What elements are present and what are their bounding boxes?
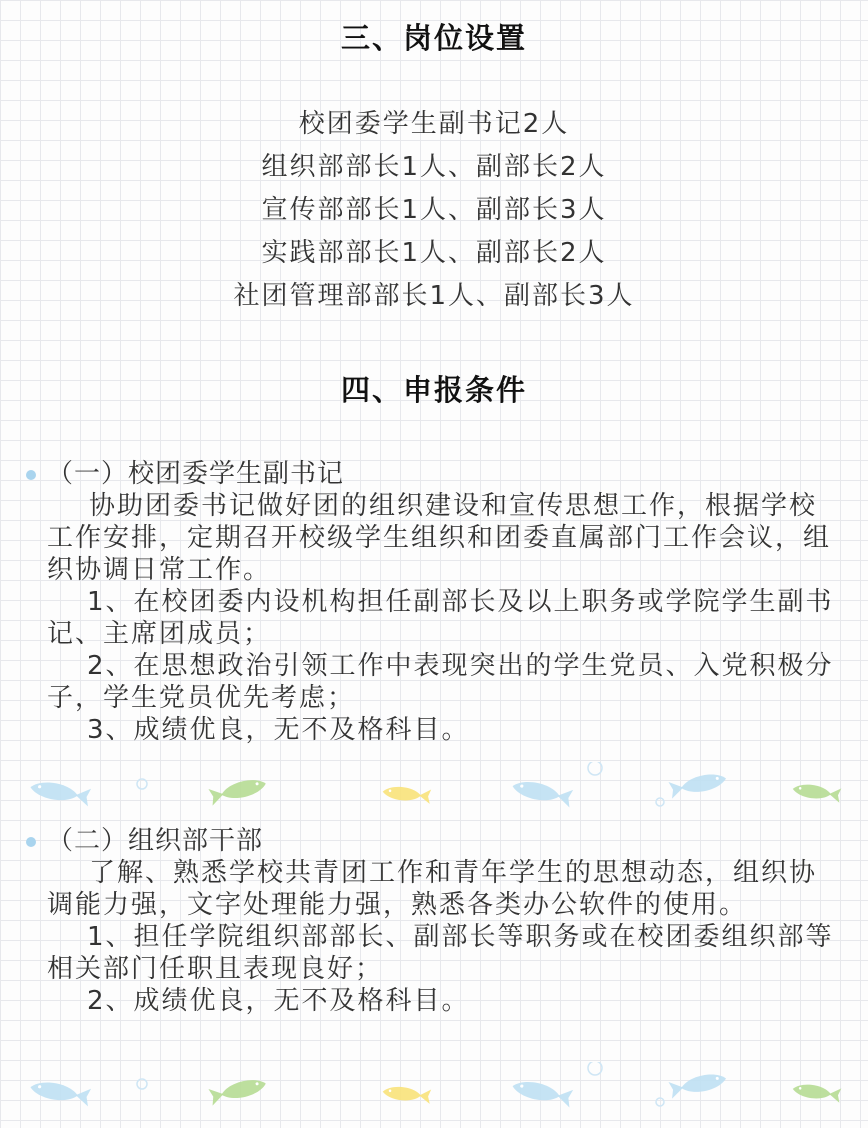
position-line: 社团管理部部长1人、副部长3人 xyxy=(233,281,635,311)
fish-icon xyxy=(208,775,267,805)
subsection-organization-dept xyxy=(47,825,837,1017)
fish-icon xyxy=(511,1077,573,1107)
fish-icon xyxy=(208,1075,267,1105)
bubble-icon xyxy=(656,798,664,806)
fish-icon xyxy=(382,1084,431,1103)
requirement-item: 1、在校团委内设机构担任副部长及以上职务或学院学生副书记、主席团成员； xyxy=(47,587,834,649)
fish-icon xyxy=(668,1070,727,1099)
bullet-dot-icon xyxy=(26,470,36,480)
position-line: 组织部部长1人、副部长2人 xyxy=(261,152,607,182)
fish-icon xyxy=(29,778,91,806)
fish-icon xyxy=(792,782,842,803)
subsection-title xyxy=(47,825,837,857)
subsection-title xyxy=(47,458,837,490)
fish-icon xyxy=(511,777,573,807)
requirement-item: 2、成绩优良，无不及格科目。 xyxy=(87,986,470,1016)
position-line: 实践部部长1人、副部长2人 xyxy=(261,238,607,268)
position-line: 校团委学生副书记2人 xyxy=(298,109,570,139)
positions-list xyxy=(0,103,868,318)
requirement-item: 3、成绩优良，无不及格科目。 xyxy=(87,715,470,745)
fish-decoration-icon xyxy=(0,1062,868,1122)
bubble-icon xyxy=(588,762,602,775)
fish-icon xyxy=(792,1082,842,1103)
bubble-icon xyxy=(588,1062,602,1075)
requirement-item: 2、在思想政治引领工作中表现突出的学生党员、入党积极分子，学生党员优先考虑； xyxy=(47,651,834,713)
fish-icon xyxy=(29,1078,91,1106)
subsection-deputy-secretary xyxy=(47,458,837,746)
bubble-icon xyxy=(137,779,147,789)
bubble-icon xyxy=(137,1079,147,1089)
description: 了解、熟悉学校共青团工作和青年学生的思想动态，组织协调能力强，文字处理能力强，熟悉各类办公软件的使用。 xyxy=(47,858,818,920)
fish-decoration-icon xyxy=(0,762,868,822)
bullet-dot-icon xyxy=(26,837,36,847)
bubble-icon xyxy=(656,1098,664,1106)
section-3-title: 三、岗位设置 xyxy=(340,21,527,55)
fish-icon xyxy=(382,784,431,803)
fish-decoration xyxy=(0,762,868,822)
fish-decoration xyxy=(0,1062,868,1122)
requirement-item: 1、担任学院组织部部长、副部长等职务或在校团委组织部等相关部门任职且表现良好； xyxy=(47,922,834,984)
section-4-title: 四、申报条件 xyxy=(340,373,527,407)
subsection-title-text: （二）组织部干部 xyxy=(47,826,264,856)
position-line: 宣传部部长1人、副部长3人 xyxy=(261,195,607,225)
fish-icon xyxy=(668,770,727,799)
subsection-title-text: （一）校团委学生副书记 xyxy=(47,459,345,489)
description: 协助团委书记做好团的组织建设和宣传思想工作，根据学校工作安排，定期召开校级学生组织和团委直属部门工作会议，组织协调日常工作。 xyxy=(47,491,832,585)
